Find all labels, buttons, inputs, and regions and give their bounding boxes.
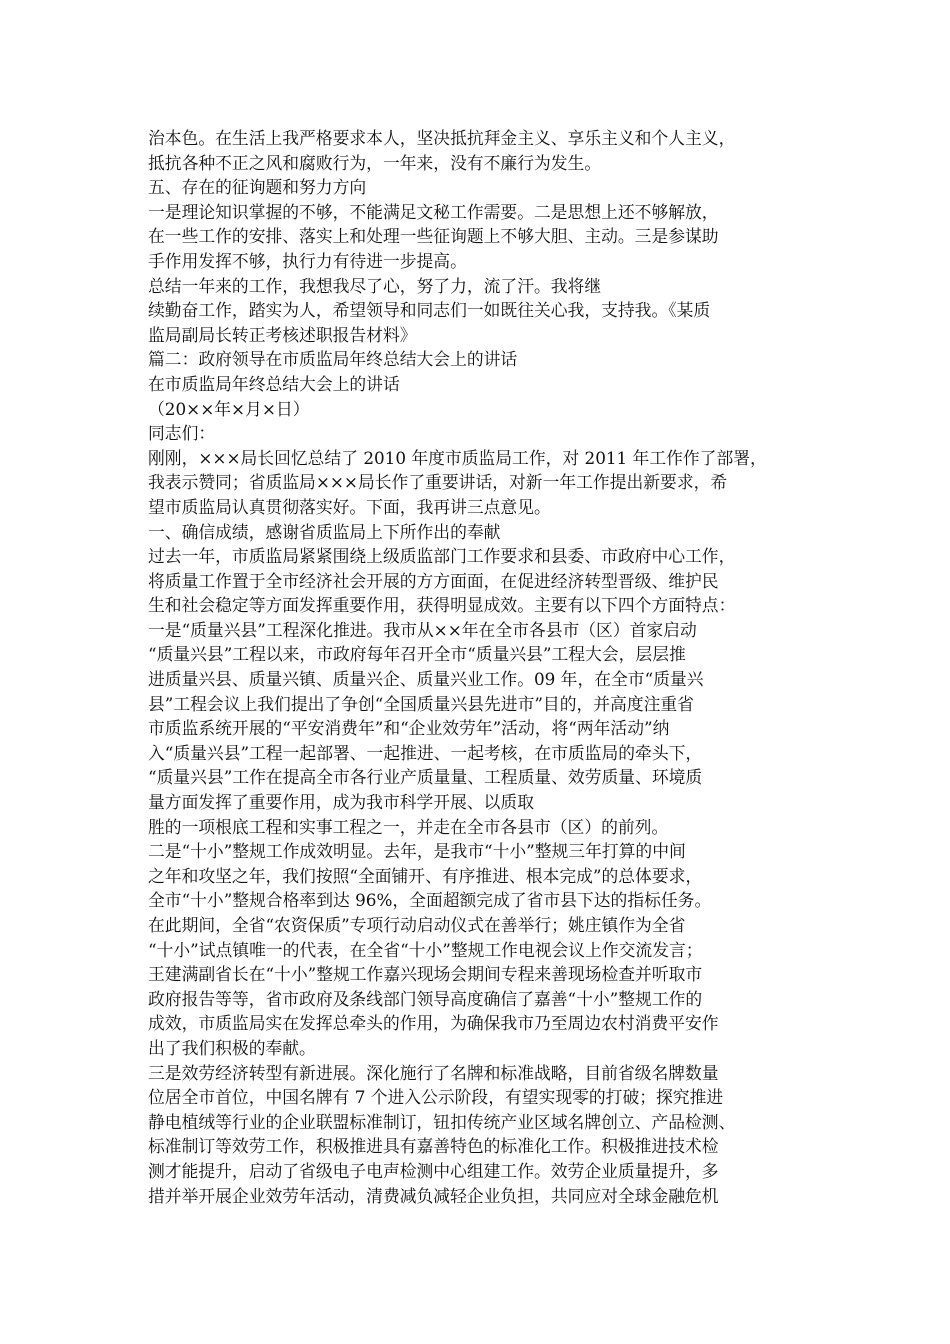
text-line: 我表示赞同；省质监局×××局长作了重要讲话，对新一年工作提出新要求，希 <box>148 472 728 493</box>
text-line: 过去一年，市质监局紧紧围绕上级质监部门工作要求和县委、市政府中心工作， <box>148 546 736 567</box>
text-line: 胜的一项根底工程和实事工程之一，并走在全市各县市（区）的前列。 <box>148 816 669 837</box>
text-line: 治本色。在生活上我严格要求本人，坚决抵抗拜金主义、享乐主义和个人主义， <box>148 128 736 148</box>
text-line: 在此期间，全省“农资保质”专项行动启动仪式在善举行；姚庄镇作为全省 <box>148 915 686 935</box>
text-line: 刚刚，×××局长回忆总结了 2010 年度市质监局工作，对 2011 年工作作了部署， <box>148 447 767 468</box>
text-line: 一是理论知识掌握的不够，不能满足文秘工作需要。二是思想上还不够解放， <box>148 201 719 222</box>
text-line: “质量兴县”工作在提高全市各行业产质量量、工程质量、效劳质量、环境质 <box>148 767 703 788</box>
text-line: 监局副局长转正考核述职报告材料》 <box>148 324 417 345</box>
text-line: 生和社会稳定等方面发挥重要作用，获得明显成效。主要有以下四个方面特点： <box>148 595 736 616</box>
text-line: 将质量工作置于全市经济社会开展的方方面面，在促进经济转型晋级、维护民 <box>148 570 719 591</box>
text-line: 市质监系统开展的“平安消费年”和“企业效劳年”活动，将“两年活动”纳 <box>148 718 670 739</box>
salutation: 同志们： <box>148 423 216 444</box>
document-body <box>148 126 808 1208</box>
text-line: 标准制订等效劳工作，积极推进具有嘉善特色的标准化工作。积极推进技术检 <box>148 1136 719 1157</box>
text-line: 静电植绒等行业的企业联盟标准制订，钮扣传统产业区域名牌创立、产品检测、 <box>148 1111 736 1132</box>
text-line: 入“质量兴县”工程一起部署、一起推进、一起考核，在市质监局的牵头下， <box>148 742 703 763</box>
text-line: 量方面发挥了重要作用，成为我市科学开展、以质取 <box>148 792 534 813</box>
text-line: 总结一年来的工作，我想我尽了心，努了力，流了汗。我将继 <box>148 275 602 296</box>
text-line: 望市质监局认真贯彻落实好。下面，我再讲三点意见。 <box>148 496 551 517</box>
text-line: 之年和攻坚之年，我们按照“全面铺开、有序推进、根本完成”的总体要求， <box>148 865 703 886</box>
text-line: “十小”试点镇唯一的代表，在全省“十小”整规工作电视会议上作交流发言； <box>148 939 703 960</box>
text-line: 全市“十小”整规合格率到达 96%，全面超额完成了省市县下达的指标任务。 <box>148 890 712 911</box>
text-line: 进质量兴县、质量兴镇、质量兴企、质量兴业工作。09 年，在全市“质量兴 <box>148 669 704 690</box>
text-line: 在一些工作的安排、落实上和处理一些征询题上不够大胆、主动。三是参谋助 <box>148 226 719 247</box>
text-line: 二是“十小”整规工作成效明显。去年，是我市“十小”整规三年打算的中间 <box>148 841 686 862</box>
text-line: 续勤奋工作，踏实为人，希望领导和同志们一如既往关心我，支持我。《某质 <box>148 300 711 321</box>
text-line: “质量兴县”工程以来，市政府每年召开全市“质量兴县”工程大会，层层推 <box>148 644 686 665</box>
text-line: 政府报告等等，省市政府及条线部门领导高度确信了嘉善“十小”整规工作的 <box>148 988 703 1009</box>
text-line: 位居全市首位，中国名牌有 7 个进入公示阶段，有望实现零的打破；探究推进 <box>148 1087 724 1108</box>
text-line: 成效，市质监局实在发挥总牵头的作用，为确保我市乃至周边农村消费平安作 <box>148 1013 719 1034</box>
section-heading: 五、存在的征询题和努力方向 <box>148 177 367 198</box>
text-line: 措并举开展企业效劳年活动，清费减负减轻企业负担，共同应对全球金融危机 <box>148 1185 719 1206</box>
speech-title: 在市质监局年终总结大会上的讲话 <box>148 373 400 394</box>
chapter-heading: 篇二：政府领导在市质监局年终总结大会上的讲话 <box>148 349 518 370</box>
text-line: 王建满副省长在“十小”整规工作嘉兴现场会期间专程来善现场检查并听取市 <box>148 964 703 985</box>
section-heading: 一、确信成绩，感谢省质监局上下所作出的奉献 <box>148 521 501 542</box>
speech-date: （20××年×月×日） <box>148 398 310 419</box>
text-line: 手作用发挥不够，执行力有待进一步提高。 <box>148 250 467 271</box>
text-line: 抵抗各种不正之风和腐败行为，一年来，没有不廉行为发生。 <box>148 152 602 173</box>
text-line: 三是效劳经济转型有新进展。深化施行了名牌和标准战略，目前省级名牌数量 <box>148 1062 719 1083</box>
text-line: 一是“质量兴县”工程深化推进。我市从××年在全市各县市（区）首家启动 <box>148 619 697 640</box>
text-line: 县”工程会议上我们提出了争创“全国质量兴县先进市”目的，并高度注重省 <box>148 693 694 714</box>
text-line: 测才能提升，启动了省级电子电声检测中心组建工作。效劳企业质量提升，多 <box>148 1160 719 1181</box>
text-line: 出了我们积极的奉献。 <box>148 1037 316 1058</box>
